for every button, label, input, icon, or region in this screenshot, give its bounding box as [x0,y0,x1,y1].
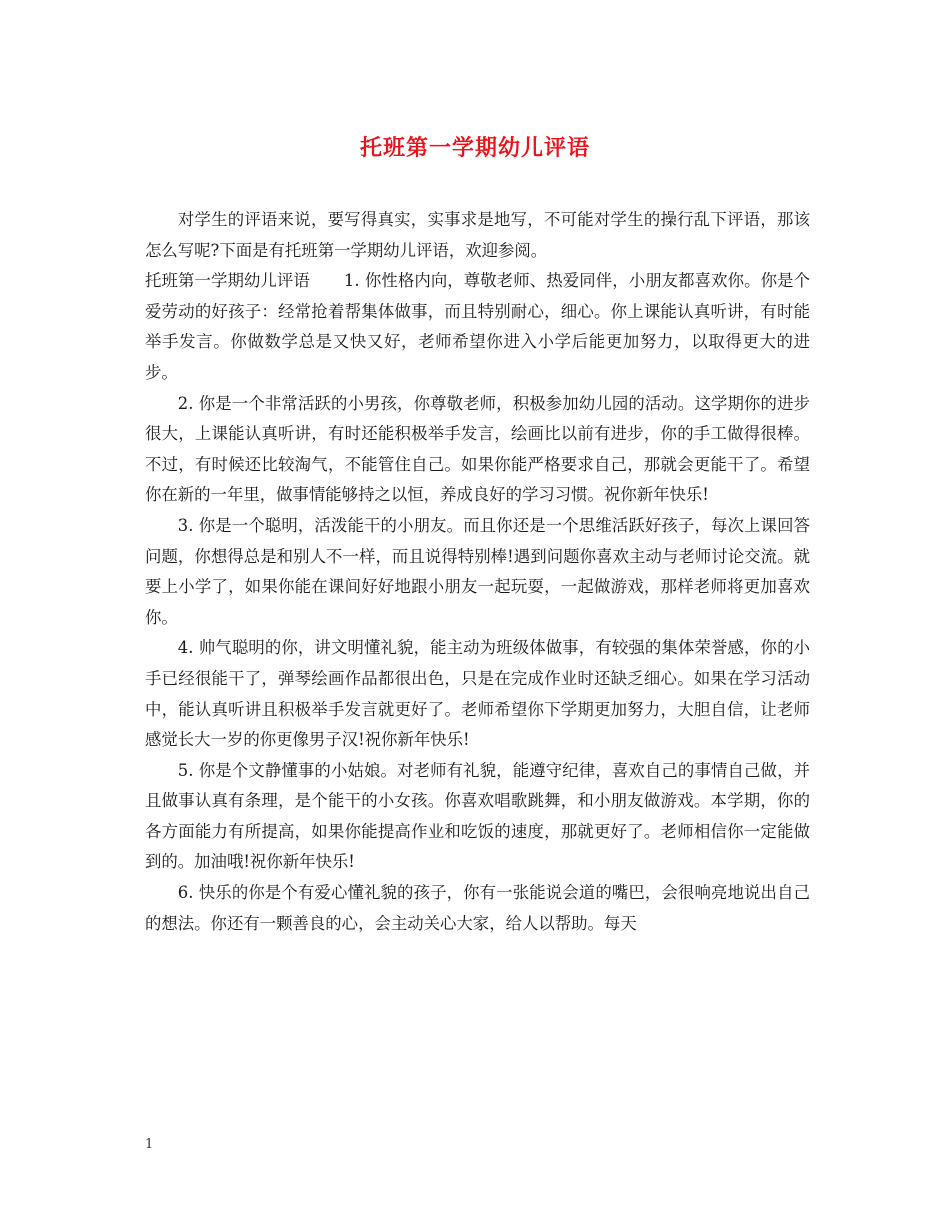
document-body [145,205,810,939]
intro-paragraph: 对学生的评语来说，要写得真实，实事求是地写，不可能对学生的操行乱下评语，那该怎么写呢?下面是有托班第一学期幼儿评语，欢迎参阅。 [145,210,810,260]
paragraph-5: 5. 你是个文静懂事的小姑娘。对老师有礼貌，能遵守纪律，喜欢自己的事情自己做，并且做事认真有条理，是个能干的小女孩。你喜欢唱歌跳舞，和小朋友做游戏。本学期，你的各方面能力有所提高，如果你能提高作业和吃饭的速度，那就更好了。老师相信你一定能做到的。加油哦!祝你新年快乐! [145,760,810,872]
paragraph-6: 6. 快乐的你是个有爱心懂礼貌的孩子，你有一张能说会道的嘴巴，会很响亮地说出自己的想法。你还有一颗善良的心，会主动关心大家，给人以帮助。每天 [145,883,810,933]
paragraph-1 [145,266,810,388]
paragraph-4: 4. 帅气聪明的你，讲文明懂礼貌，能主动为班级体做事，有较强的集体荣誉感，你的小手已经很能干了，弹琴绘画作品都很出色，只是在完成作业时还缺乏细心。如果在学习活动中，能认真听讲且积极举手发言就更好了。老师希望你下学期更加努力，大胆自信，让老师感觉长大一岁的你更像男子汉!祝你新年快乐! [145,638,810,750]
paragraph-2: 2. 你是一个非常活跃的小男孩，你尊敬老师，积极参加幼儿园的活动。这学期你的进步很大，上课能认真听讲，有时还能积极举手发言，绘画比以前有进步，你的手工做得很棒。不过，有时候还比较淘气，不能管住自己。如果你能严格要求自己，那就会更能干了。希望你在新的一年里，做事情能够持之以恒，养成良好的学习习惯。祝你新年快乐! [145,393,810,505]
paragraph-1-text: 1. 你性格内向，尊敬老师、热爱同伴，小朋友都喜欢你。你是个爱劳动的好孩子：经常抢着帮集体做事，而且特别耐心，细心。你上课能认真听讲，有时能举手发言。你做数学总是又快又好，老师希望你进入小学后能更加努力，以取得更大的进步。 [145,271,810,382]
document-title: 托班第一学期幼儿评语 [359,135,590,161]
paragraph-3: 3. 你是一个聪明，活泼能干的小朋友。而且你还是一个思维活跃好孩子，每次上课回答问题，你想得总是和别人不一样，而且说得特别棒!遇到问题你喜欢主动与老师讨论交流。就要上小学了，如果你能在课间好好地跟小朋友一起玩耍，一起做游戏，那样老师将更加喜欢你。 [145,515,810,627]
section-heading: 托班第一学期幼儿评语 [145,271,310,291]
page-number: 1 [145,1137,154,1152]
